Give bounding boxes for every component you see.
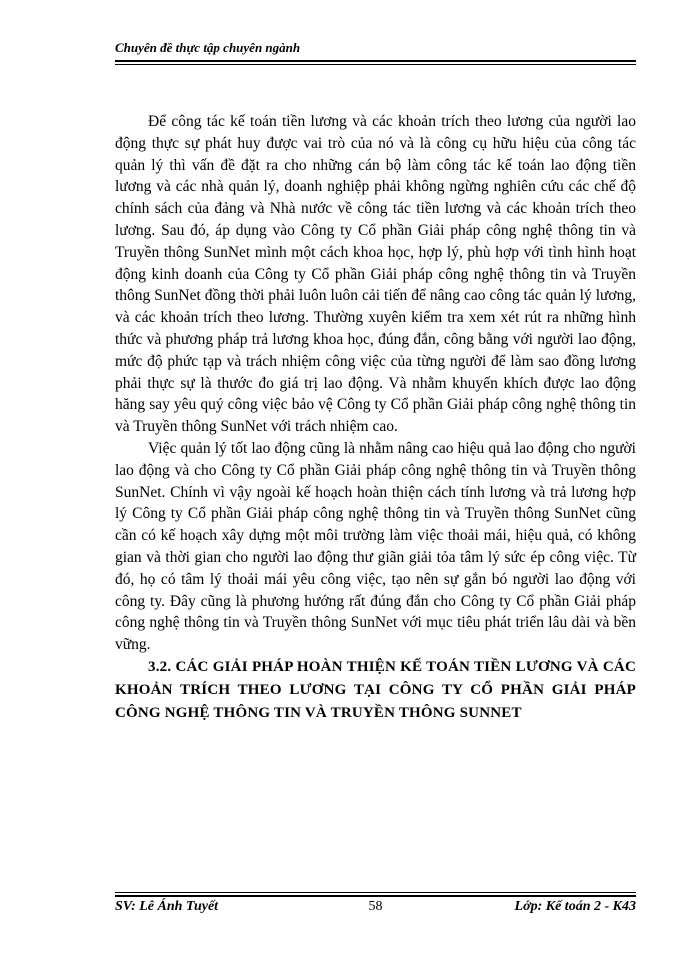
section-heading: 3.2. CÁC GIẢI PHÁP HOÀN THIỆN KẾ TOÁN TIỀN LƯƠNG VÀ CÁC KHOẢN TRÍCH THEO LƯƠNG TẠI CÔNG TY CỔ PHẦN GIẢI PHÁP CÔNG NGHỆ THÔNG TIN VÀ TRUYỀN THÔNG SUNNET (115, 658, 636, 721)
header-rule-thick (115, 60, 636, 62)
footer-class: Lớp: Kế toán 2 - K43 (514, 899, 636, 914)
body-paragraph-2: Việc quản lý tốt lao động cũng là nhằm nâng cao hiệu quả lao động cho người lao động và cho Công ty Cổ phần Giải pháp công nghệ thông tin và Truyền thông SunNet. Chính vì vậy ngoài kế hoạch hoàn thiện cách tính lương và trả lương hợp lý Công ty Cổ phần Giải pháp công nghệ thông tin và Truyền thông SunNet cũng cần có kế hoạch xây dựng một môi trường làm việc thoải mái, hiệu quả, có không gian và thời gian cho người lao động thư giãn giải tỏa tâm lý sức ép công việc. Từ đó, họ có tâm lý thoải mái yêu công việc, tạo nên sự gắn bó người lao động với công ty. Đây cũng là phương hướng rất đúng đắn cho Công ty Cổ phần Giải pháp công nghệ thông tin và Truyền thông SunNet với mục tiêu phát triển lâu dài và bền vững. (115, 439, 636, 654)
page-footer (115, 899, 636, 919)
footer-student-name: SV: Lê Ánh Tuyết (115, 899, 219, 914)
footer-page-number: 58 (368, 899, 383, 914)
document-body (115, 111, 636, 725)
page-header-title: Chuyên đề thực tập chuyên ngành (115, 40, 301, 55)
body-paragraph-1: Để công tác kế toán tiền lương và các khoản trích theo lương của người lao động thực sự phát huy được vai trò của nó và là công cụ hữu hiệu của công tác quản lý thì vấn đề đặt ra cho những cán bộ làm công tác kế toán lao động tiền lương và các nhà quản lý, doanh nghiệp phải không ngừng nghiên cứu các chế độ chính sách của đảng và Nhà nước về công tác tiền lương và các khoản trích theo lương. Sau đó, áp dụng vào Công ty Cổ phần Giải pháp công nghệ thông tin và Truyền thông SunNet mình một cách khoa học, hợp lý, phù hợp với tình hình hoạt động kinh doanh của Công ty Cổ phần Giải pháp công nghệ thông tin và Truyền thông SunNet đồng thời phải luôn luôn cải tiến để nâng cao công tác quản lý lương, và các khoản trích theo lương. Thường xuyên kiểm tra xem xét rút ra những hình thức và phương pháp trả lương khoa học, đúng đắn, công bằng với người lao động, mức độ phức tạp và trách nhiệm công việc của từng người để làm sao đồng lương phải thực sự là thước đo giá trị lao động. Và nhằm khuyến khích được lao động hăng say yêu quý công việc bảo vệ Công ty Cổ phần Giải pháp công nghệ thông tin và Truyền thông SunNet với trách nhiệm cao. (115, 113, 636, 436)
footer-rule-thick (115, 895, 636, 897)
header-rule-thin (115, 64, 636, 65)
footer-rule-thin (115, 892, 636, 893)
